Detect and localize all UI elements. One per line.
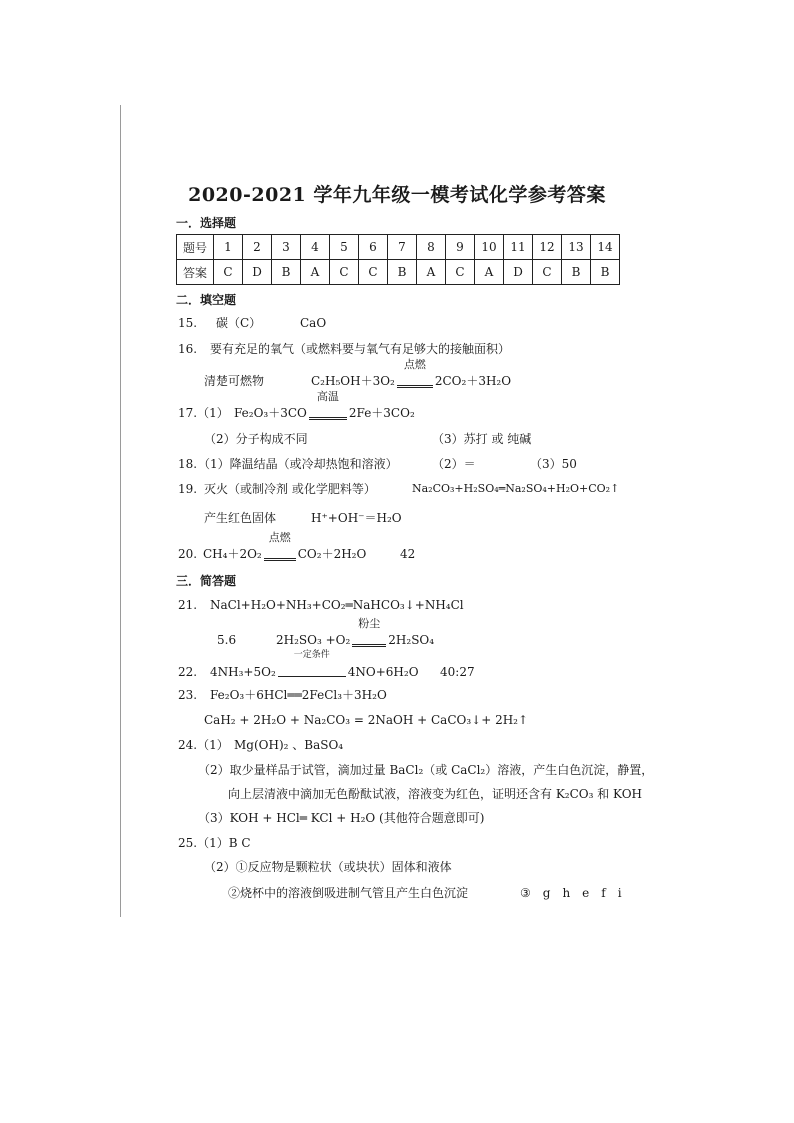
q24-part1: Mg(OH)₂ 、BaSO₄: [234, 738, 344, 752]
q22-equation: [210, 650, 419, 680]
answer-cell: C: [330, 260, 359, 285]
eq-right: CO₂＋2H₂O: [297, 547, 367, 561]
question-number: 8: [417, 235, 446, 260]
q19-number: 19.: [178, 482, 198, 496]
condition-label: 高温: [316, 390, 339, 403]
q21-equation2: [276, 617, 435, 648]
condition-label: 一定条件: [293, 650, 330, 660]
q20-equation: [203, 531, 367, 562]
q21-answer-a: 5.6: [217, 633, 237, 647]
q15-number: 15.: [178, 316, 198, 330]
margin-rule: [120, 105, 121, 917]
eq-left: C₂H₅OH＋3O₂: [311, 374, 395, 388]
q23-equation1: Fe₂O₃＋6HCl══2FeCl₃＋3H₂O: [210, 688, 387, 702]
eq-left: CH₄＋2O₂: [203, 547, 262, 561]
answer-cell: C: [214, 260, 243, 285]
question-number: 2: [243, 235, 272, 260]
question-number: 12: [533, 235, 562, 260]
q24-part3: （3）KOH + HCl═ KCl + H₂O (其他符合题意即可): [198, 811, 485, 825]
answer-cell: B: [388, 260, 417, 285]
q17-equation: [234, 390, 415, 421]
reaction-condition: [264, 531, 296, 561]
question-number: 5: [330, 235, 359, 260]
answer-cell: B: [272, 260, 301, 285]
q24-number: 24.（1）: [178, 738, 229, 752]
q16-number: 16.: [178, 342, 198, 356]
condition-label: 点燃: [268, 531, 291, 544]
question-number: 13: [562, 235, 591, 260]
q17-part2: （2）分子构成不同: [204, 432, 308, 446]
q19-answer-c: H⁺+OH⁻＝H₂O: [311, 511, 402, 525]
q18-part3: （3）50: [530, 457, 577, 471]
answer-cell: A: [417, 260, 446, 285]
eq-left: Fe₂O₃＋3CO: [234, 406, 307, 420]
row-header-number: 题号: [177, 235, 214, 260]
question-number: 3: [272, 235, 301, 260]
q20-number: 20.: [178, 547, 198, 561]
table-row-numbers: [177, 235, 620, 260]
condition-label: 粉尘: [358, 617, 381, 630]
q23-equation2: CaH₂ + 2H₂O + Na₂CO₃ = 2NaOH + CaCO₃↓+ 2H₂↑: [204, 713, 529, 727]
question-number: 7: [388, 235, 417, 260]
q16-line2: 清楚可燃物: [204, 374, 265, 388]
answer-cell: C: [359, 260, 388, 285]
answer-cell: C: [446, 260, 475, 285]
question-number: 4: [301, 235, 330, 260]
row-header-answer: 答案: [177, 260, 214, 285]
q19-answer-a: 灭火（或制冷剂 或化学肥料等）: [204, 482, 376, 496]
q19-answer-b: 产生红色固体: [204, 511, 277, 525]
answer-cell: A: [475, 260, 504, 285]
q18-number: 18.: [178, 457, 198, 471]
table-row-answers: [177, 260, 620, 285]
q17-part3: （3）苏打 或 纯碱: [432, 432, 532, 446]
page-title: 2020-2021 学年九年级一模考试化学参考答案: [188, 184, 606, 206]
section-short-answer: 三．简答题: [176, 574, 237, 588]
q24-part2-line1: （2）取少量样品于试管，滴加过量 BaCl₂（或 CaCl₂）溶液，产生白色沉淀，静置，: [198, 763, 654, 777]
section-fill-in: 二．填空题: [176, 293, 237, 307]
section-choice: 一．选择题: [176, 216, 237, 230]
reaction-condition: [397, 358, 433, 388]
eq-right: 2CO₂＋3H₂O: [434, 374, 512, 388]
eq-left: 2H₂SO₃ +O₂: [276, 633, 351, 647]
q21-equation: NaCl+H₂O+NH₃+CO₂═NaHCO₃↓+NH₄Cl: [210, 598, 464, 612]
eq-right: 4NO+6H₂O: [347, 665, 419, 679]
q22-number: 22.: [178, 665, 198, 679]
q21-number: 21.: [178, 598, 198, 612]
question-number: 1: [214, 235, 243, 260]
q24-part2-line2: 向上层清液中滴加无色酚酞试液，溶液变为红色，证明还含有 K₂CO₃ 和 KOH: [228, 787, 642, 801]
q15-answer-b: CaO: [300, 316, 327, 330]
eq-left: 4NH₃+5O₂: [210, 665, 276, 679]
answer-cell: D: [504, 260, 533, 285]
reaction-condition: [278, 650, 346, 677]
question-number: 14: [591, 235, 620, 260]
q16-line1: 要有充足的氧气（或燃料要与氧气有足够大的接触面积）: [210, 342, 511, 356]
condition-label: 点燃: [403, 358, 426, 371]
q22-answer-b: 40:27: [440, 665, 475, 679]
eq-right: 2H₂SO₄: [388, 633, 435, 647]
q23-number: 23.: [178, 688, 198, 702]
question-number: 11: [504, 235, 533, 260]
q20-answer-b: 42: [400, 547, 416, 561]
answer-cell: D: [243, 260, 272, 285]
q25-part2b: ②烧杯中的溶液倒吸进制气管且产生白色沉淀: [228, 886, 469, 900]
q16-equation: [311, 358, 512, 389]
question-number: 10: [475, 235, 504, 260]
question-number: 6: [359, 235, 388, 260]
q25-part3: ③ g h e f i: [520, 886, 622, 900]
q25-number-part1: 25.（1）B C: [178, 836, 251, 850]
eq-right: 2Fe＋3CO₂: [348, 406, 415, 420]
answer-cell: A: [301, 260, 330, 285]
reaction-condition: [309, 390, 347, 420]
reaction-condition: [352, 617, 386, 647]
q18-part1: （1）降温结晶（或冷却热饱和溶液）: [198, 457, 398, 471]
q17-number: 17.（1）: [178, 406, 229, 420]
answer-table: [176, 234, 620, 285]
answer-cell: B: [562, 260, 591, 285]
answer-cell: B: [591, 260, 620, 285]
q19-equation: Na₂CO₃+H₂SO₄═Na₂SO₄+H₂O+CO₂↑: [412, 482, 620, 495]
answer-cell: C: [533, 260, 562, 285]
question-number: 9: [446, 235, 475, 260]
q15-answer-a: 碳（C）: [216, 316, 262, 330]
q18-part2: （2）＝: [432, 457, 476, 471]
q25-part2: （2）①反应物是颗粒状（或块状）固体和液体: [204, 860, 452, 874]
